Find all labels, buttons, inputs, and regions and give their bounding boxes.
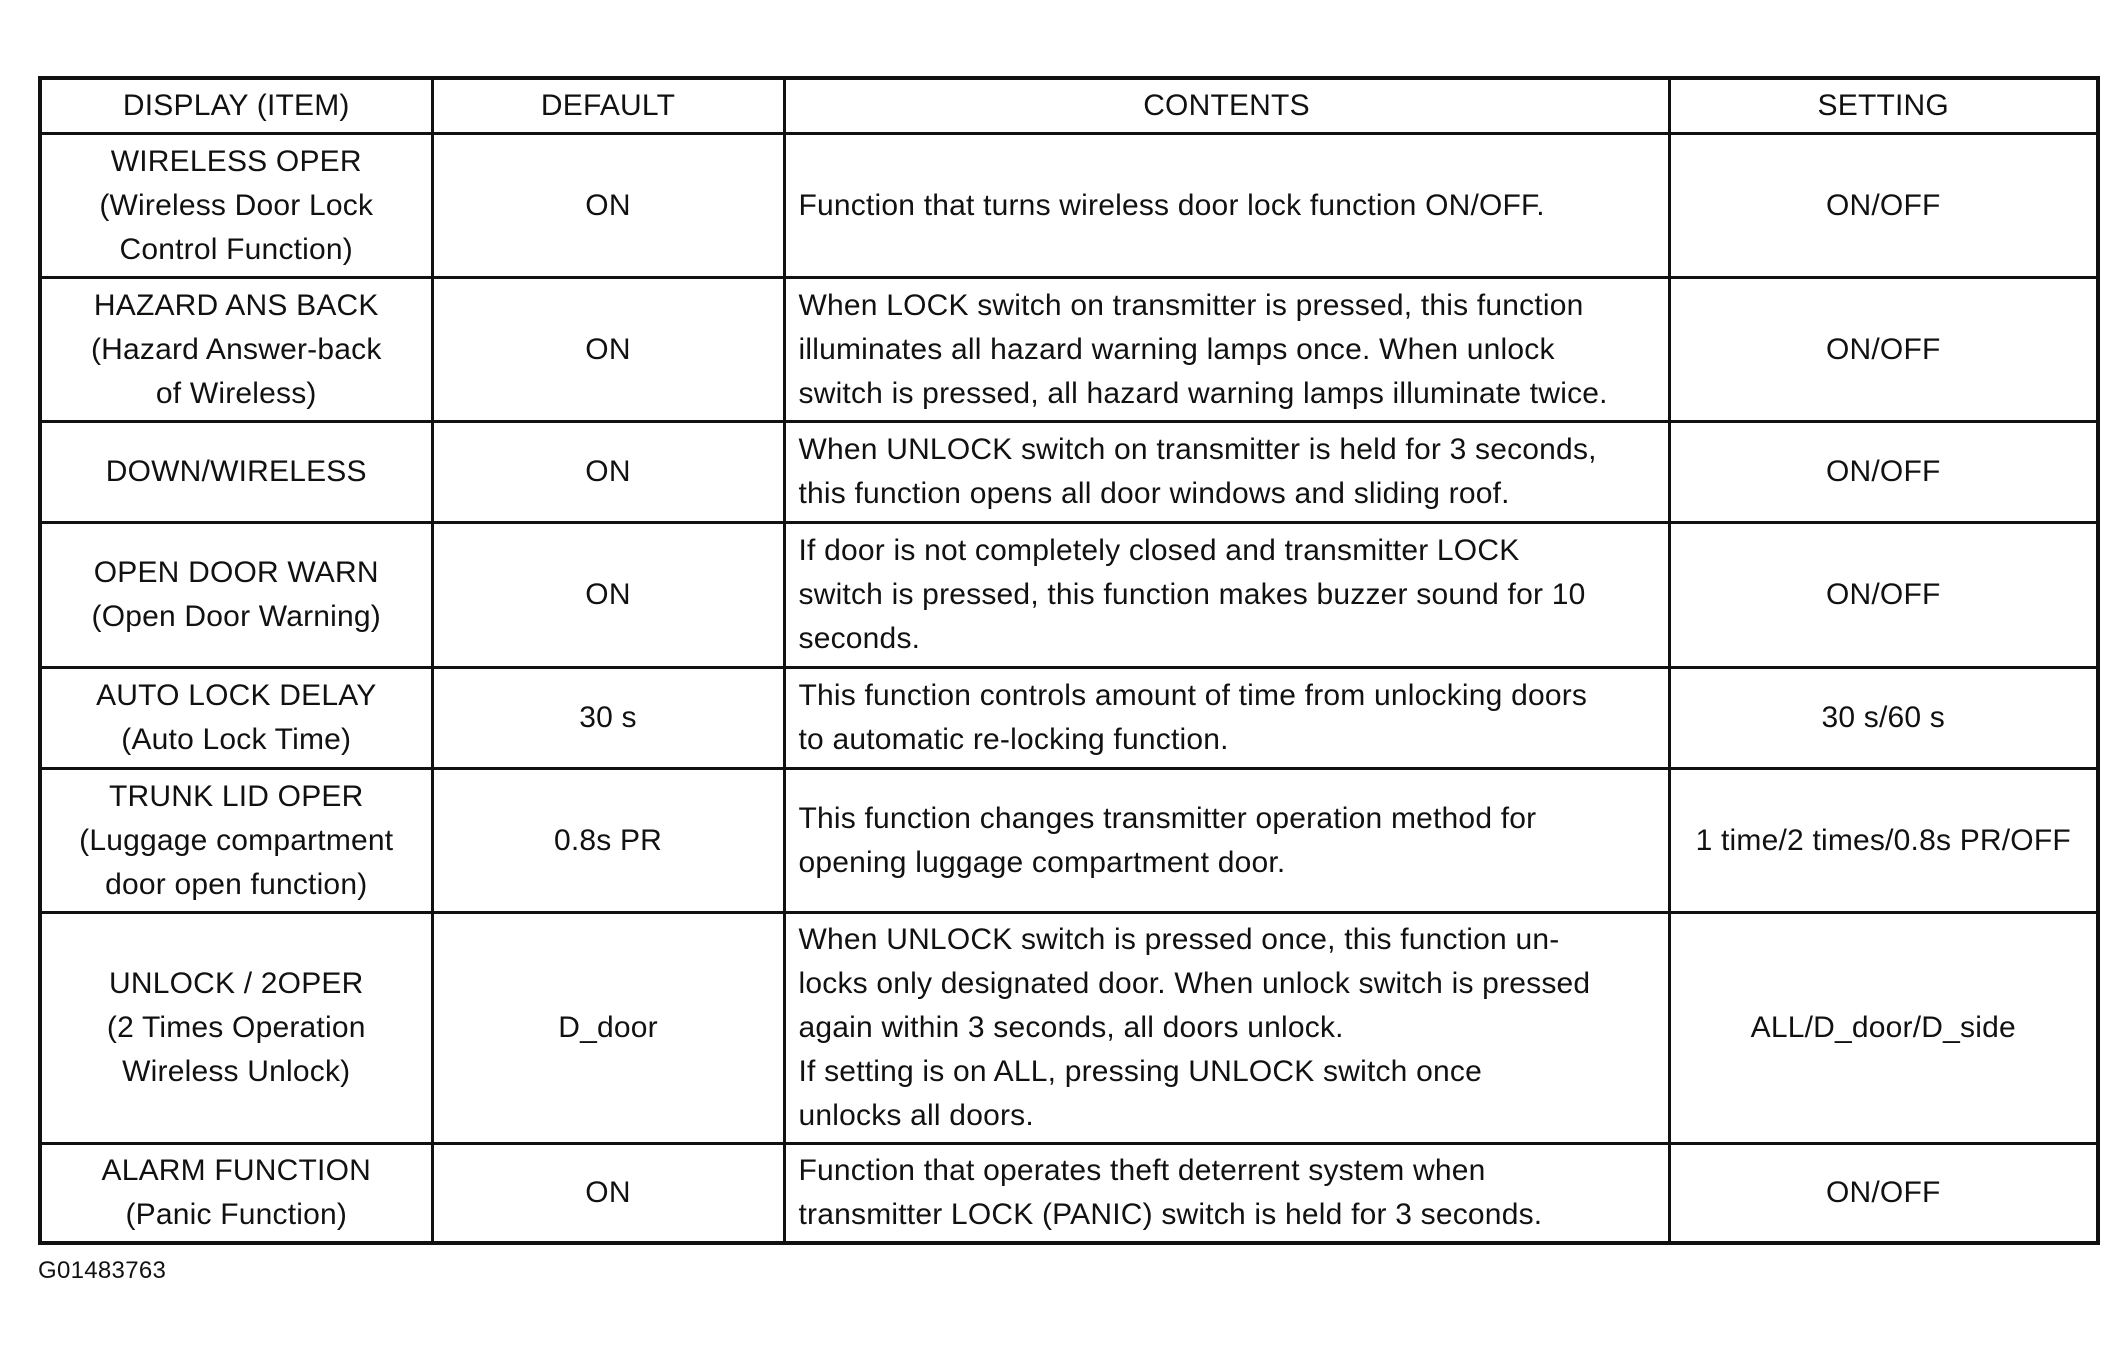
contents-line: locks only designated door. When unlock switch is pressed — [798, 967, 1591, 1000]
contents-line: Function that operates theft deterrent system when — [798, 1154, 1486, 1187]
display-item-line: TRUNK LID OPER — [108, 779, 364, 813]
contents-line: to automatic re-locking function. — [798, 723, 1229, 756]
display-item-line: door open function) — [105, 867, 368, 901]
default-cell: ON — [432, 523, 784, 668]
contents-cell — [784, 134, 1669, 278]
default-cell: D_door — [432, 913, 784, 1144]
contents-line: this function opens all door windows and sliding roof. — [798, 477, 1510, 510]
display-item-cell — [40, 134, 432, 278]
display-item-line: DOWN/WIRELESS — [105, 455, 367, 488]
table-row — [40, 1144, 2098, 1244]
display-item-line: (Open Door Warning) — [91, 600, 381, 633]
setting-cell: ON/OFF — [1669, 134, 2098, 278]
contents-cell — [784, 913, 1669, 1144]
spec-table-wrapper — [38, 76, 2096, 1245]
setting-cell: ALL/D_door/D_side — [1669, 913, 2098, 1144]
contents-cell — [784, 422, 1669, 523]
default-cell: ON — [432, 1144, 784, 1244]
display-item-line: Wireless Unlock) — [122, 1055, 351, 1088]
setting-cell: 1 time/2 times/0.8s PR/OFF — [1669, 769, 2098, 913]
header-setting: SETTING — [1669, 78, 2098, 134]
table-row — [40, 422, 2098, 523]
table-row — [40, 769, 2098, 913]
table-body — [40, 134, 2098, 1244]
default-cell: ON — [432, 278, 784, 422]
display-item-line: of Wireless) — [155, 376, 317, 410]
figure-id: G01483763 — [38, 1257, 167, 1284]
display-item-cell — [40, 422, 432, 523]
header-row — [40, 78, 2098, 134]
contents-cell — [784, 523, 1669, 668]
contents-cell — [784, 769, 1669, 913]
header-display-item: DISPLAY (ITEM) — [40, 78, 432, 134]
display-item-line: ALARM FUNCTION — [101, 1154, 371, 1187]
display-item-line: (Luggage compartment — [79, 823, 394, 857]
contents-line: again within 3 seconds, all doors unlock. — [798, 1011, 1344, 1044]
contents-line: transmitter LOCK (PANIC) switch is held for 3 seconds. — [798, 1198, 1543, 1231]
display-item-line: (2 Times Operation — [106, 1011, 366, 1044]
display-item-cell — [40, 523, 432, 668]
default-cell: ON — [432, 422, 784, 523]
table-row — [40, 278, 2098, 422]
table-row — [40, 134, 2098, 278]
setting-cell: ON/OFF — [1669, 523, 2098, 668]
display-item-cell — [40, 278, 432, 422]
display-item-line: (Panic Function) — [125, 1198, 348, 1231]
display-item-cell — [40, 668, 432, 769]
contents-line: When UNLOCK switch on transmitter is held for 3 seconds, — [798, 433, 1597, 466]
default-cell: ON — [432, 134, 784, 278]
display-item-line: AUTO LOCK DELAY — [96, 679, 377, 712]
display-item-cell — [40, 1144, 432, 1244]
contents-cell — [784, 668, 1669, 769]
contents-line: illuminates all hazard warning lamps once. When unlock — [798, 332, 1555, 366]
table-row — [40, 523, 2098, 668]
contents-line: seconds. — [798, 622, 921, 655]
customize-settings-table — [38, 76, 2100, 1245]
contents-line: When UNLOCK switch is pressed once, this function un- — [798, 923, 1560, 956]
header-contents: CONTENTS — [784, 78, 1669, 134]
display-item-line: (Auto Lock Time) — [121, 723, 352, 756]
contents-line: If door is not completely closed and transmitter LOCK — [798, 534, 1520, 567]
contents-line: Function that turns wireless door lock function ON/OFF. — [798, 188, 1545, 222]
display-item-line: Control Function) — [119, 232, 353, 266]
table-header — [40, 78, 2098, 134]
contents-line: switch is pressed, all hazard warning lamps illuminate twice. — [798, 376, 1608, 410]
header-default: DEFAULT — [432, 78, 784, 134]
display-item-line: (Hazard Answer-back — [90, 332, 382, 366]
default-cell: 0.8s PR — [432, 769, 784, 913]
setting-cell: ON/OFF — [1669, 422, 2098, 523]
contents-line: If setting is on ALL, pressing UNLOCK switch once — [798, 1055, 1482, 1088]
contents-line: unlocks all doors. — [798, 1099, 1034, 1132]
contents-line: This function controls amount of time from unlocking doors — [798, 679, 1588, 712]
contents-line: This function changes transmitter operation method for — [798, 801, 1537, 835]
display-item-line: WIRELESS OPER — [110, 144, 362, 178]
contents-cell — [784, 278, 1669, 422]
setting-cell: ON/OFF — [1669, 1144, 2098, 1244]
display-item-line: UNLOCK / 2OPER — [108, 967, 364, 1000]
table-row — [40, 913, 2098, 1144]
display-item-cell — [40, 769, 432, 913]
contents-line: switch is pressed, this function makes buzzer sound for 10 — [798, 578, 1586, 611]
setting-cell: ON/OFF — [1669, 278, 2098, 422]
display-item-line: OPEN DOOR WARN — [93, 556, 379, 589]
display-item-cell — [40, 913, 432, 1144]
display-item-line: HAZARD ANS BACK — [93, 288, 379, 322]
contents-line: opening luggage compartment door. — [798, 845, 1286, 879]
table-row — [40, 668, 2098, 769]
default-cell: 30 s — [432, 668, 784, 769]
contents-line: When LOCK switch on transmitter is pressed, this function — [798, 288, 1584, 322]
setting-cell: 30 s/60 s — [1669, 668, 2098, 769]
display-item-line: (Wireless Door Lock — [99, 188, 374, 222]
contents-cell — [784, 1144, 1669, 1244]
